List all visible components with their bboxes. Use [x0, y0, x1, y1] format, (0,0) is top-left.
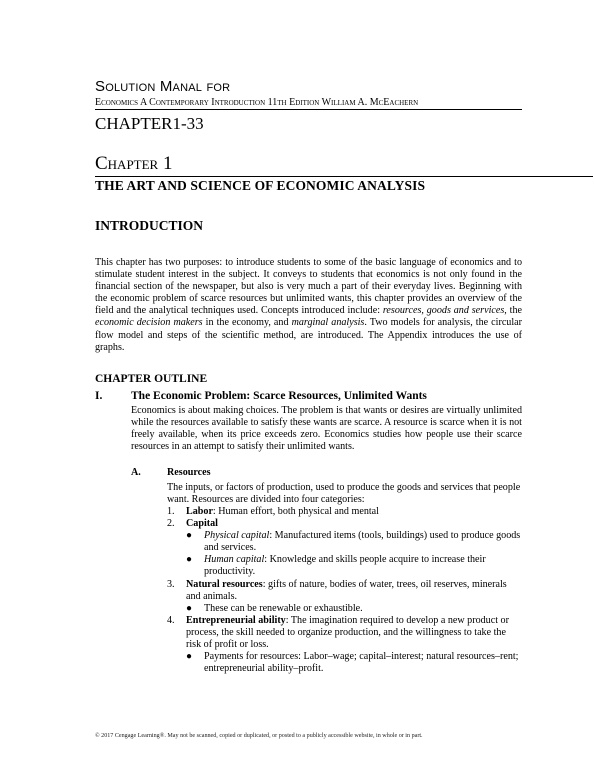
intro-text-4: . Two models for analysis, the circular flow model and steps of the scientific method, are introduced. The Appendix introduces the use of graphs. — [95, 317, 523, 353]
list-item — [167, 518, 522, 530]
list-item — [167, 579, 522, 603]
intro-text-3: in the economy, and — [202, 317, 292, 329]
bullet-text: : Knowledge and skills people acquire to increase their productivity. — [204, 554, 486, 578]
bullet-text: Payments for resources: Labor–wage; capital–interest; natural resources–rent; entrepreneurial ability–profit. — [204, 651, 519, 675]
bullet-term: Human capital — [204, 554, 265, 566]
list-number: 3. — [167, 578, 175, 590]
list-term: Natural resources — [186, 578, 263, 590]
list-item — [167, 615, 522, 651]
bullet-item — [167, 651, 522, 675]
solution-manual-title: Solution Manal for — [95, 78, 231, 95]
bullet-icon: ● — [186, 602, 193, 614]
list-number: 4. — [167, 614, 175, 626]
bullet-text: : Manufactured items (tools, buildings) used to produce goods and services. — [204, 530, 521, 554]
bullet-text: These can be renewable or exhaustible. — [204, 602, 363, 614]
section-number: I. — [95, 390, 103, 402]
bullet-icon: ● — [186, 530, 193, 542]
outline-heading: CHAPTER OUTLINE — [95, 373, 208, 385]
section-paragraph: Economics is about making choices. The problem is that wants or desires are virtually unlimited while the resources available to satisfy these wants are scarce. A resource is scarce when it is not freely available, when its price exceeds zero. Economics studies how people use their scarce resources in an attempt to satisfy their unlimited wants. — [131, 405, 522, 453]
list-number: 1. — [167, 506, 175, 517]
subsection-paragraph: The inputs, or factors of production, used to produce the goods and services that people want. Resources are divided into four categories: — [167, 482, 521, 506]
intro-term-resources: resources, goods and services — [382, 305, 505, 317]
resource-list — [167, 506, 522, 675]
list-text: : gifts of nature, bodies of water, trees, oil reserves, minerals and animals. — [186, 578, 507, 602]
bullet-icon: ● — [186, 651, 193, 663]
bullet-item — [167, 554, 522, 578]
subsection-letter: A. — [131, 467, 141, 478]
list-item — [167, 506, 522, 518]
chapter-range: CHAPTER1-33 — [95, 114, 204, 133]
chapter-divider — [95, 176, 593, 177]
list-term: Entrepreneurial ability — [186, 614, 286, 626]
list-text: : Human effort, both physical and mental — [212, 506, 379, 517]
subsection-title: Resources — [167, 467, 211, 478]
bullet-icon: ● — [186, 554, 193, 566]
list-term: Capital — [186, 518, 218, 530]
intro-text-2: , the — [504, 305, 522, 317]
section-title: The Economic Problem: Scarce Resources, Unlimited Wants — [131, 390, 427, 402]
book-title-line: Economics A Contemporary Introduction 11th Edition William A. McEachern — [95, 97, 522, 110]
chapter-subtitle: THE ART AND SCIENCE OF ECONOMIC ANALYSIS — [95, 178, 426, 193]
introduction-heading: INTRODUCTION — [95, 218, 204, 233]
introduction-paragraph — [95, 257, 522, 354]
chapter-title: Chapter 1 — [95, 153, 173, 174]
list-term: Labor — [186, 506, 213, 517]
intro-term-marginal: marginal analysis — [291, 317, 365, 329]
list-number: 2. — [167, 518, 175, 530]
intro-term-decision-makers: economic decision makers — [95, 317, 203, 329]
bullet-item — [167, 530, 522, 554]
list-text: : The imagination required to develop a new product or process, the skill needed to organize production, and the willingness to take the risk of profit or loss. — [186, 614, 509, 651]
intro-text-1: This chapter has two purposes: to introduce students to some of the basic language of economics and to stimulate student interest in the subject. It conveys to students that economics is not only found in the financial section of the newspaper, but also is very much a part of their everyday lives. Beginning with the economic problem of scarce resources but unlimited wants, this chapter provides an overview of the field and the analytical techniques used. Concepts introduced include: — [95, 257, 522, 317]
copyright-footer: © 2017 Cengage Learning®. May not be scanned, copied or duplicated, or posted to a publicly accessible website, in whole or in part. — [95, 733, 423, 739]
bullet-item — [167, 603, 522, 615]
bullet-term: Physical capital — [204, 530, 270, 542]
